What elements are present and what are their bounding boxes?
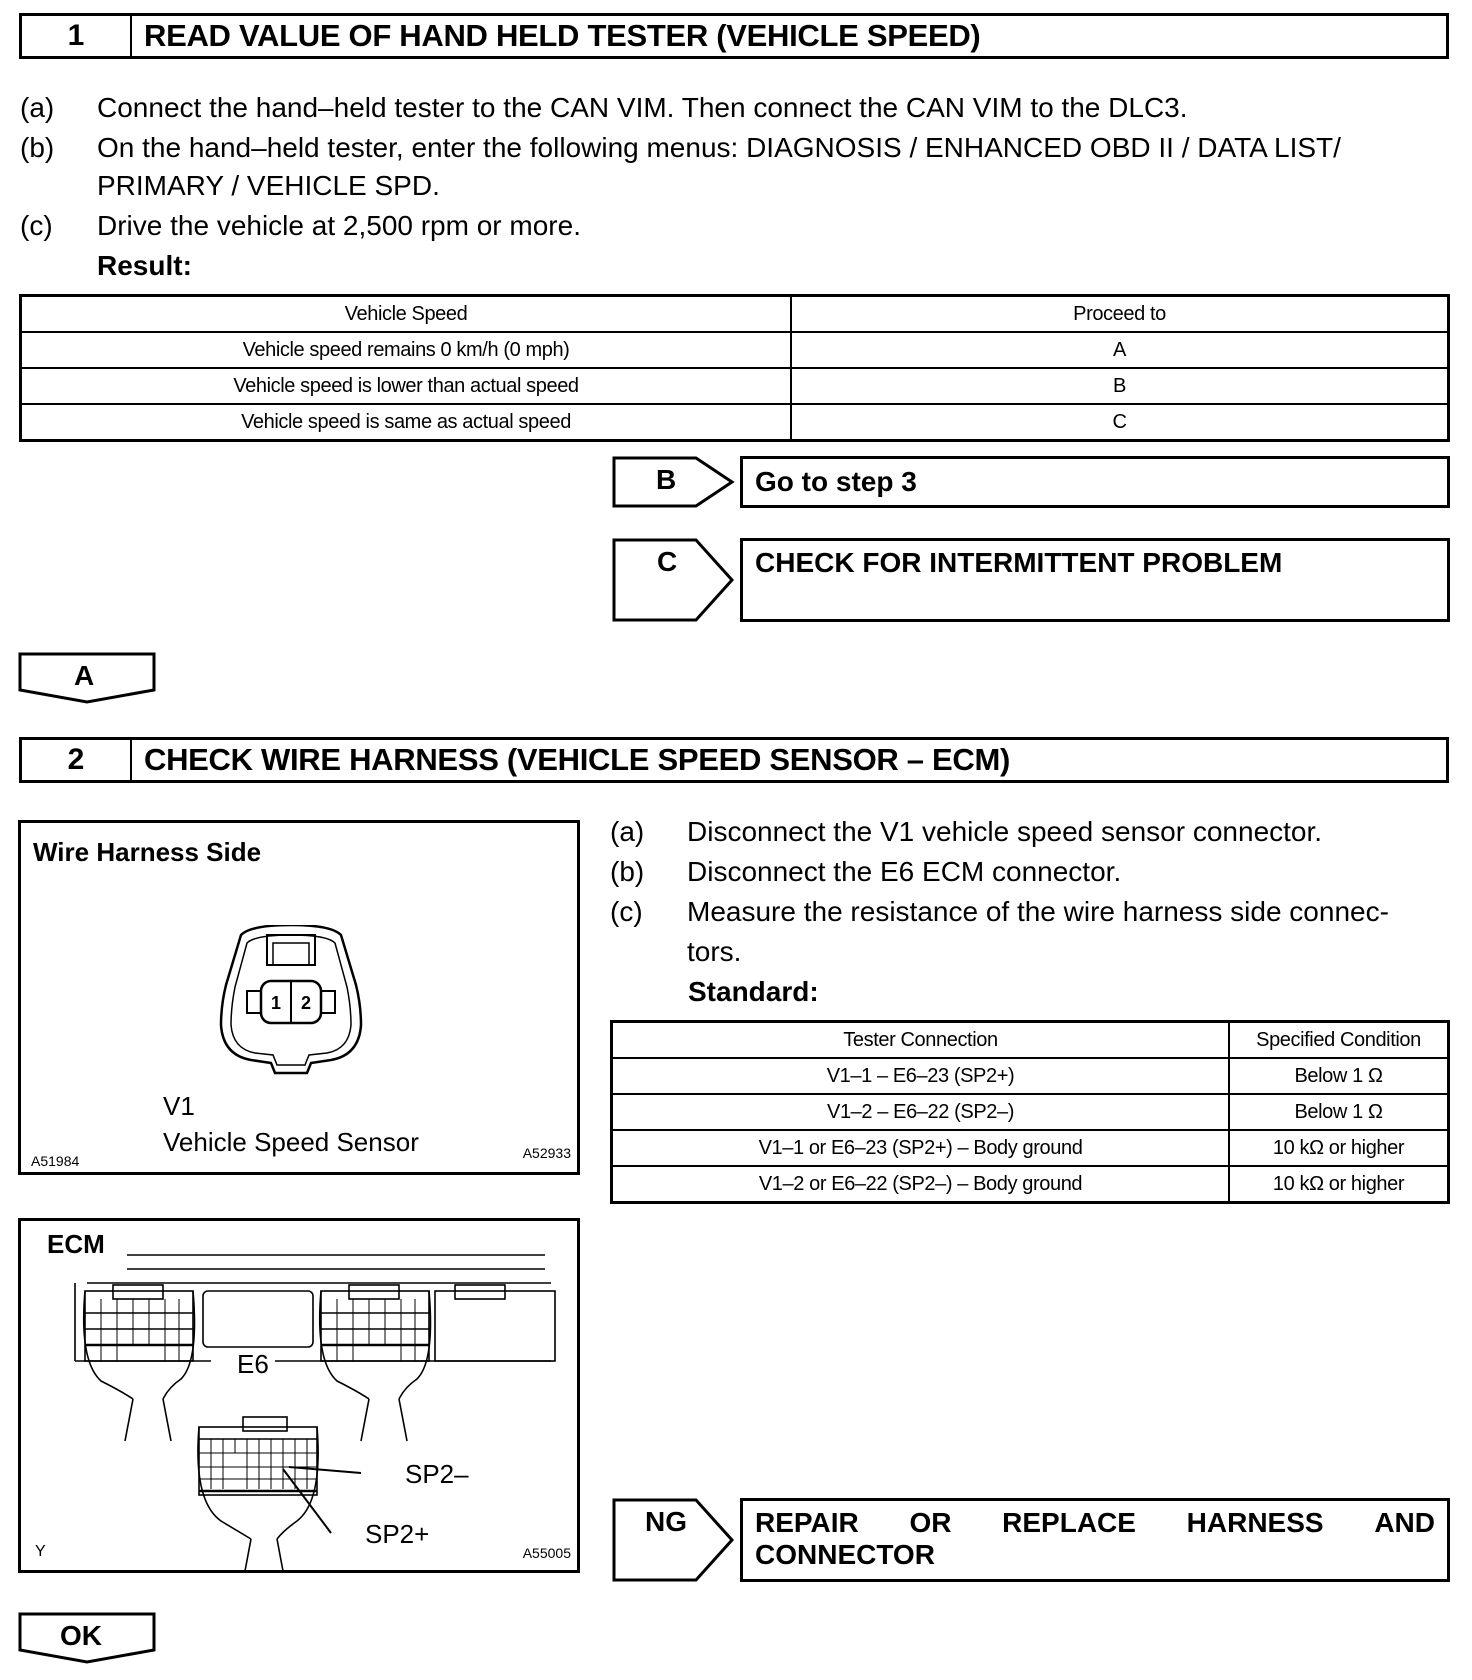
table-row: Vehicle speed remains 0 km/h (0 mph) A [21,332,1449,368]
step-number: 2 [22,740,132,780]
action-line-2: CONNECTOR [755,1539,935,1570]
result-label: Result: [97,250,192,281]
branch-action-b: Go to step 3 [740,456,1450,508]
result-table [19,294,1450,442]
table-row: V1–2 – E6–22 (SP2–) Below 1 Ω [612,1094,1449,1130]
step-2-header [19,737,1449,783]
step-1-header [19,13,1449,59]
step-number: 1 [22,16,132,56]
branch-tag-b: B [612,456,736,508]
table-header-row: Tester Connection Specified Condition [612,1022,1449,1059]
connector-v1-icon [211,925,371,1075]
branch-action-ng [740,1498,1450,1582]
connector-id: V1 [163,1091,195,1121]
ecm-label: ECM [47,1229,105,1259]
table-row: V1–1 – E6–23 (SP2+) Below 1 Ω [612,1058,1449,1094]
table-row: Vehicle speed is lower than actual speed B [21,368,1449,404]
figure-code: Y [35,1543,46,1560]
standard-table [610,1020,1450,1204]
table-header-row: Vehicle Speed Proceed to [21,296,1449,333]
figure-code: A52933 [522,1145,571,1161]
figure-code: A51984 [31,1153,80,1169]
table-row: Vehicle speed is same as actual speed C [21,404,1449,441]
continue-tag-ok: OK [18,1612,156,1664]
figure-code: A55005 [522,1545,571,1561]
standard-label: Standard: [688,976,819,1007]
svg-text:2: 2 [300,993,312,1013]
step-title: READ VALUE OF HAND HELD TESTER (VEHICLE SPEED) [144,18,981,53]
branch-tag-ng: NG [612,1498,736,1582]
continue-tag-a: A [18,652,156,704]
connector-name: Vehicle Speed Sensor [163,1127,419,1157]
step-title: CHECK WIRE HARNESS (VEHICLE SPEED SENSOR – ECM) [144,742,1011,777]
table-row: V1–2 or E6–22 (SP2–) – Body ground 10 kΩ or higher [612,1166,1449,1203]
table-row: V1–1 or E6–23 (SP2+) – Body ground 10 kΩ or higher [612,1130,1449,1166]
ecm-diagram-icon [21,1221,577,1571]
figure-wire-harness-side: Wire Harness Side 1 2 V1 Vehicle Speed Sensor A51984 A52933 [18,820,580,1175]
sp2-minus-label: SP2– [405,1459,469,1489]
sp2-plus-label: SP2+ [365,1519,430,1549]
figure-ecm-connector [18,1218,580,1573]
branch-action-c: CHECK FOR INTERMITTENT PROBLEM [740,538,1450,622]
svg-text:1: 1 [270,993,282,1013]
branch-tag-c: C [612,538,736,622]
action-line-1: REPAIR OR REPLACE HARNESS AND [755,1507,1435,1538]
e6-label: E6 [231,1349,275,1380]
